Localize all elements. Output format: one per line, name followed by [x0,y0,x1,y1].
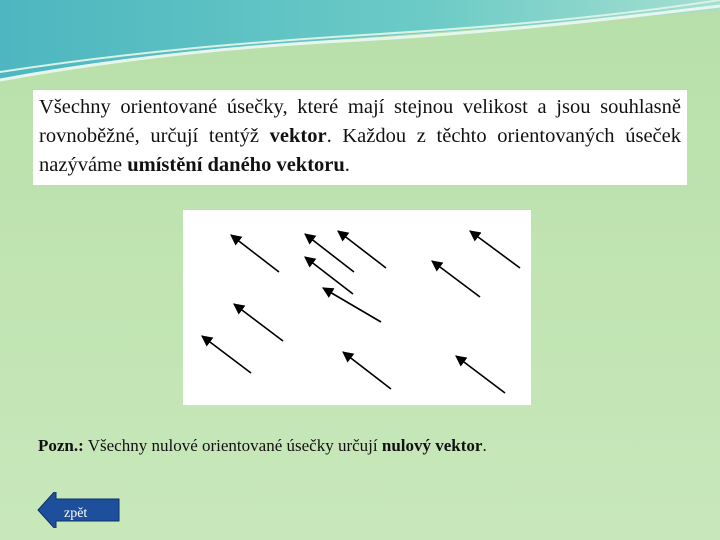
vector-arrow [231,235,279,272]
header-wave-decoration [0,0,720,90]
vector-arrow [338,231,386,268]
definition-term-placement: umístění daného vektoru [127,154,345,176]
vector-arrow [456,356,505,393]
definition-part1: Všechny orientované úsečky, které mají stejnou velikost a jsou souhlasně rovnoběžné, určují tentýž [39,96,681,147]
definition-part3: . [344,154,350,176]
zero-vector-note [38,436,487,456]
vector-placements-figure [183,210,531,405]
note-end: . [482,436,487,455]
back-button-label: zpět [64,506,88,521]
note-label: Pozn.: [38,436,84,455]
vector-arrow [470,231,520,268]
note-term-zero-vector: nulový vektor [381,436,483,455]
definition-part2: . Každou z těchto orientovaných úseček nazýváme [39,125,681,176]
vector-arrow [202,336,251,373]
back-button[interactable] [36,492,121,528]
vector-arrow [343,352,391,389]
definition-text [33,90,687,185]
note-text: Všechny nulové orientované úsečky určují [83,436,382,455]
definition-term-vector: vektor [269,125,327,147]
vector-arrow [305,234,354,272]
vector-arrow [305,257,353,294]
vector-arrow [234,304,283,341]
vector-arrow [432,261,480,297]
